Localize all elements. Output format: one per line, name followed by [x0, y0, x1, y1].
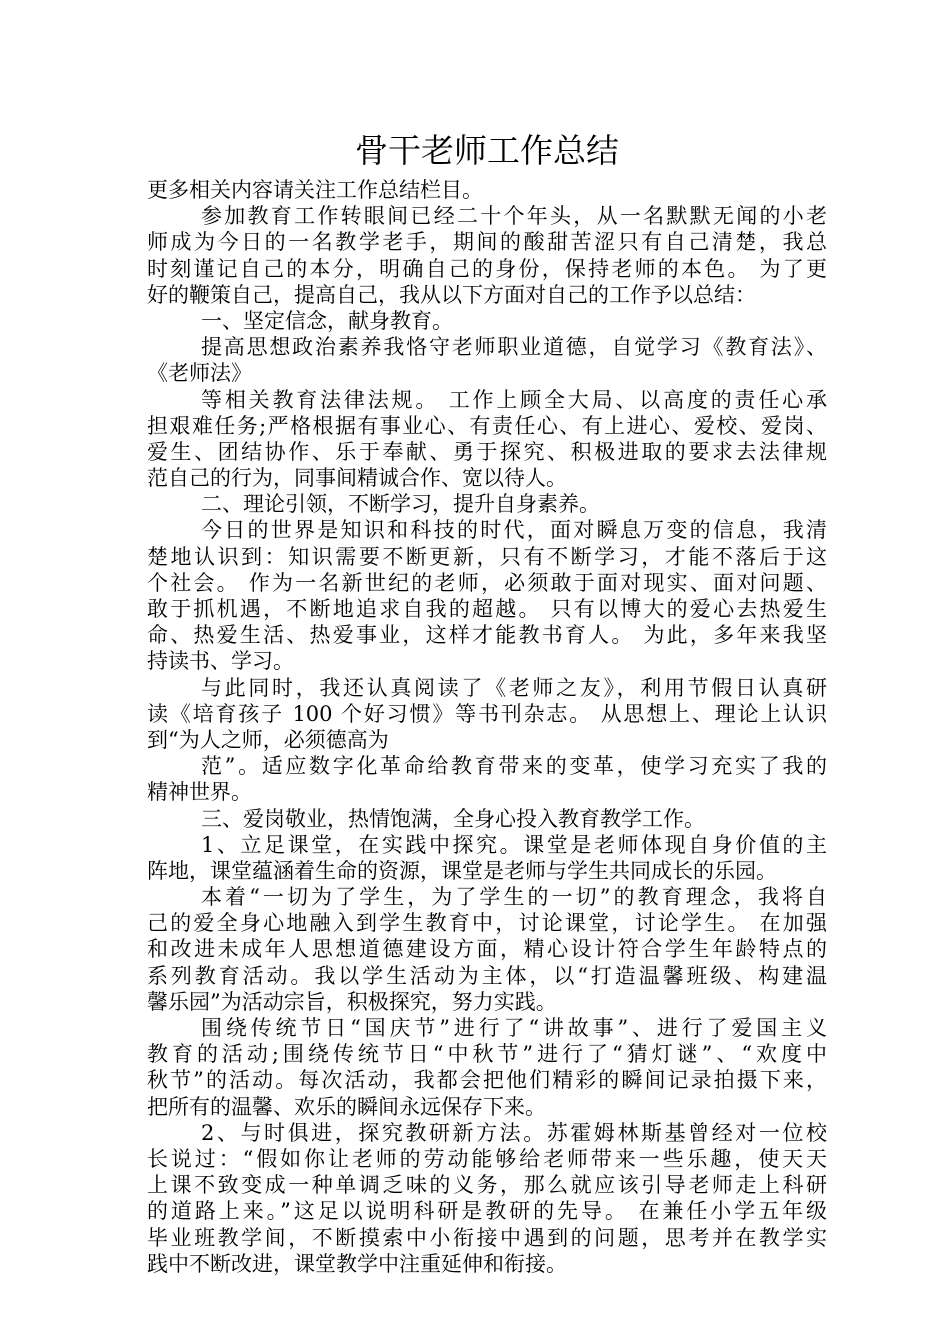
- text-line: 践中不断改进，课堂教学中注重延伸和衔接。: [147, 1251, 567, 1276]
- text-line: 师成为今日的一名教学老手，期间的酸甜苦涩只有自己清楚，我总: [147, 230, 827, 255]
- text-line: 更多相关内容请关注工作总结栏目。: [147, 178, 483, 202]
- text-line: 己的爱全身心地融入到学生教育中，讨论课堂，讨论学生。 在加强: [147, 911, 827, 936]
- text-line: 本着“一切为了学生，为了学生的一切”的教育理念，我将自: [201, 885, 827, 910]
- text-line: 和改进未成年人思想道德建设方面，精心设计符合学生年龄特点的: [147, 937, 827, 962]
- text-line: 参加教育工作转眼间已经二十个年头，从一名默默无闻的小老: [201, 204, 827, 229]
- text-line: 读《培育孩子 100 个好习惯》等书刊杂志。 从思想上、理论上认识: [147, 701, 827, 726]
- text-line: 楚地认识到：知识需要不断更新，只有不断学习，才能不落后于这: [147, 544, 827, 569]
- document-body: [147, 177, 827, 1277]
- text-line: 《老师法》: [147, 361, 252, 386]
- document-title: 骨干老师工作总结: [355, 131, 619, 170]
- text-line: 长说过：“假如你让老师的劳动能够给老师带来一些乐趣，使天天: [147, 1146, 827, 1171]
- text-line: 担艰难任务;严格根据有事业心、有责任心、有上进心、爱校、爱岗、: [147, 413, 827, 438]
- text-line: 持读书、学习。: [147, 649, 294, 674]
- text-line: 范自己的行为，同事间精诚合作、宽以待人。: [147, 466, 567, 491]
- text-line: 到“为人之师，必须德高为: [147, 727, 389, 752]
- text-line: 上课不致变成一种单调乏味的义务，那么就应该引导老师走上科研: [147, 1173, 827, 1198]
- text-line: 等相关教育法律法规。 工作上顾全大局、以高度的责任心承: [201, 387, 827, 412]
- text-line: 的道路上来。”这足以说明科研是教研的先导。 在兼任小学五年级: [147, 1199, 827, 1224]
- text-line: 今日的世界是知识和科技的时代，面对瞬息万变的信息，我清: [201, 518, 827, 543]
- text-line: 个社会。 作为一名新世纪的老师，必须敢于面对现实、面对问题、: [147, 570, 827, 595]
- text-line: 把所有的温馨、欢乐的瞬间永远保存下来。: [147, 1094, 546, 1119]
- text-line: 范”。适应数字化革命给教育带来的变革，使学习充实了我的: [201, 754, 827, 779]
- text-line: 阵地，课堂蕴涵着生命的资源，课堂是老师与学生共同成长的乐园。: [147, 858, 777, 883]
- text-line: 精神世界。: [147, 780, 252, 805]
- text-line: 敢于抓机遇，不断地追求自我的超越。 只有以博大的爱心去热爱生: [147, 597, 827, 621]
- text-line: 1、立足课堂，在实践中探究。课堂是老师体现自身价值的主: [201, 832, 827, 857]
- text-line: 毕业班教学间，不断摸索中小衔接中遇到的问题，思考并在教学实: [147, 1225, 827, 1250]
- text-line: 好的鞭策自己，提高自己，我从以下方面对自己的工作予以总结：: [147, 282, 756, 307]
- text-line: 系列教育活动。我以学生活动为主体，以“打造温馨班级、构建温: [147, 963, 827, 988]
- text-line: 一、坚定信念，献身教育。: [201, 308, 453, 333]
- document-page: [147, 125, 827, 1277]
- text-line: 秋节”的活动。每次活动，我都会把他们精彩的瞬间记录拍摄下来，: [147, 1068, 827, 1093]
- text-line: 与此同时，我还认真阅读了《老师之友》，利用节假日认真研: [201, 675, 827, 700]
- text-line: 2、与时俱进，探究教研新方法。苏霍姆林斯基曾经对一位校: [201, 1120, 827, 1145]
- text-line: 命、热爱生活、热爱事业，这样才能教书育人。 为此，多年来我坚: [147, 623, 827, 648]
- text-line: 提高思想政治素养我恪守老师职业道德，自觉学习《教育法》、: [201, 335, 827, 360]
- text-line: 三、爱岗敬业，热情饱满，全身心投入教育教学工作。: [201, 806, 705, 831]
- text-line: 教育的活动;围绕传统节日“中秋节”进行了“猜灯谜”、“欢度中: [147, 1042, 827, 1067]
- text-line: 时刻谨记自己的本分，明确自己的身份，保持老师的本色。 为了更: [147, 256, 827, 281]
- text-line: 馨乐园”为活动宗旨，积极探究，努力实践。: [147, 989, 557, 1014]
- text-line: 爱生、团结协作、乐于奉献、勇于探究、积极进取的要求去法律规: [147, 439, 827, 464]
- text-line: 二、理论引领，不断学习，提升自身素养。: [201, 492, 600, 517]
- text-line: 围绕传统节日“国庆节”进行了“讲故事”、进行了爱国主义: [201, 1016, 827, 1040]
